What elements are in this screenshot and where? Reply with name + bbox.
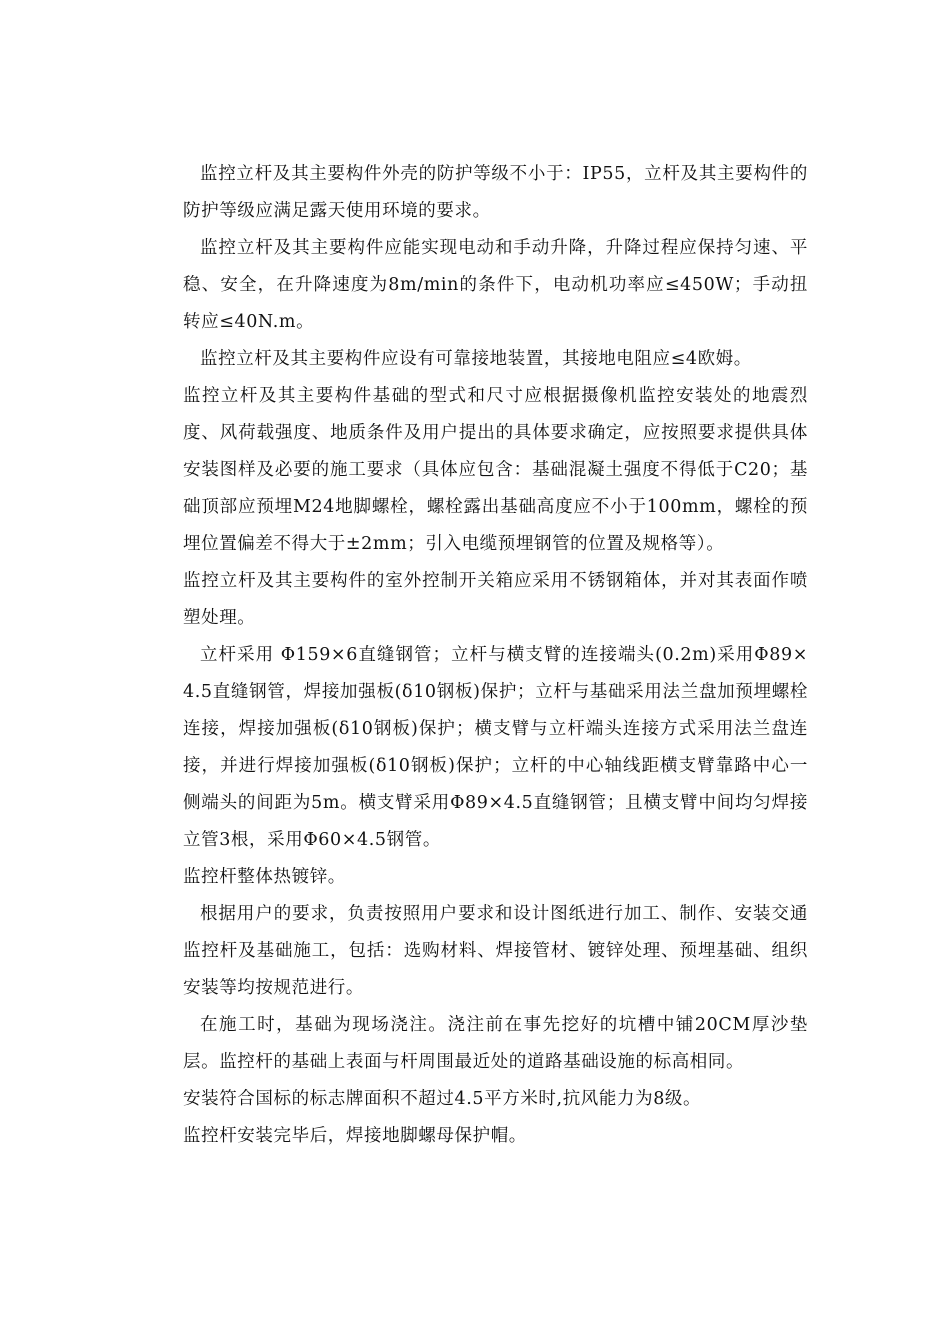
paragraph-lifting: 监控立杆及其主要构件应能实现电动和手动升降，升降过程应保持匀速、平稳、安全，在升降速度为8m/min的条件下，电动机功率应≤450W；手动扭转应≤40N.m。 xyxy=(183,238,808,332)
paragraph-grounding: 监控立杆及其主要构件应设有可靠接地装置，其接地电阻应≤4欧姆。 xyxy=(200,349,752,369)
document-body xyxy=(183,156,808,1155)
paragraph-protection-level: 监控立杆及其主要构件外壳的防护等级不小于：IP55，立杆及其主要构件的防护等级应满足露天使用环境的要求。 xyxy=(183,164,808,221)
paragraph-foundation: 监控立杆及其主要构件基础的型式和尺寸应根据摄像机监控安装处的地震烈度、风荷载强度、地质条件及用户提出的具体要求确定，应按照要求提供具体安装图样及必要的施工要求（具体应包含：基础混凝土强度不得低于C20；基础顶部应预埋M24地脚螺栓，螺栓露出基础高度应不小于100mm，螺栓的预埋位置偏差不得大于±2mm；引入电缆预埋钢管的位置及规格等）。 xyxy=(183,386,808,554)
paragraph-switch-box: 监控立杆及其主要构件的室外控制开关箱应采用不锈钢箱体，并对其表面作喷塑处理。 xyxy=(183,571,808,628)
paragraph-construction: 在施工时，基础为现场浇注。浇注前在事先挖好的坑槽中铺20CM厚沙垫层。监控杆的基础上表面与杆周围最近处的道路基础设施的标高相同。 xyxy=(183,1015,808,1072)
paragraph-pole-specs: 立杆采用 Φ159×6直缝钢管；立杆与横支臂的连接端头(0.2m)采用Φ89×4.5直缝钢管，焊接加强板(δ10钢板)保护；立杆与基础采用法兰盘加预埋螺栓连接，焊接加强板(δ10钢板)保护；横支臂与立杆端头连接方式采用法兰盘连接，并进行焊接加强板(δ10钢板)保护；立杆的中心轴线距横支臂靠路中心一侧端头的间距为5m。横支臂采用Φ89×4.5直缝钢管；且横支臂中间均匀焊接立管3根，采用Φ60×4.5钢管。 xyxy=(183,645,808,850)
paragraph-wind-resistance: 安装符合国标的标志牌面积不超过4.5平方米时,抗风能力为8级。 xyxy=(183,1089,702,1109)
paragraph-protective-cap: 监控杆安装完毕后，焊接地脚螺母保护帽。 xyxy=(183,1126,527,1146)
paragraph-fabrication: 根据用户的要求，负责按照用户要求和设计图纸进行加工、制作、安装交通监控杆及基础施工，包括：选购材料、焊接管材、镀锌处理、预埋基础、组织安装等均按规范进行。 xyxy=(183,904,808,998)
paragraph-galvanizing: 监控杆整体热镀锌。 xyxy=(183,867,346,887)
